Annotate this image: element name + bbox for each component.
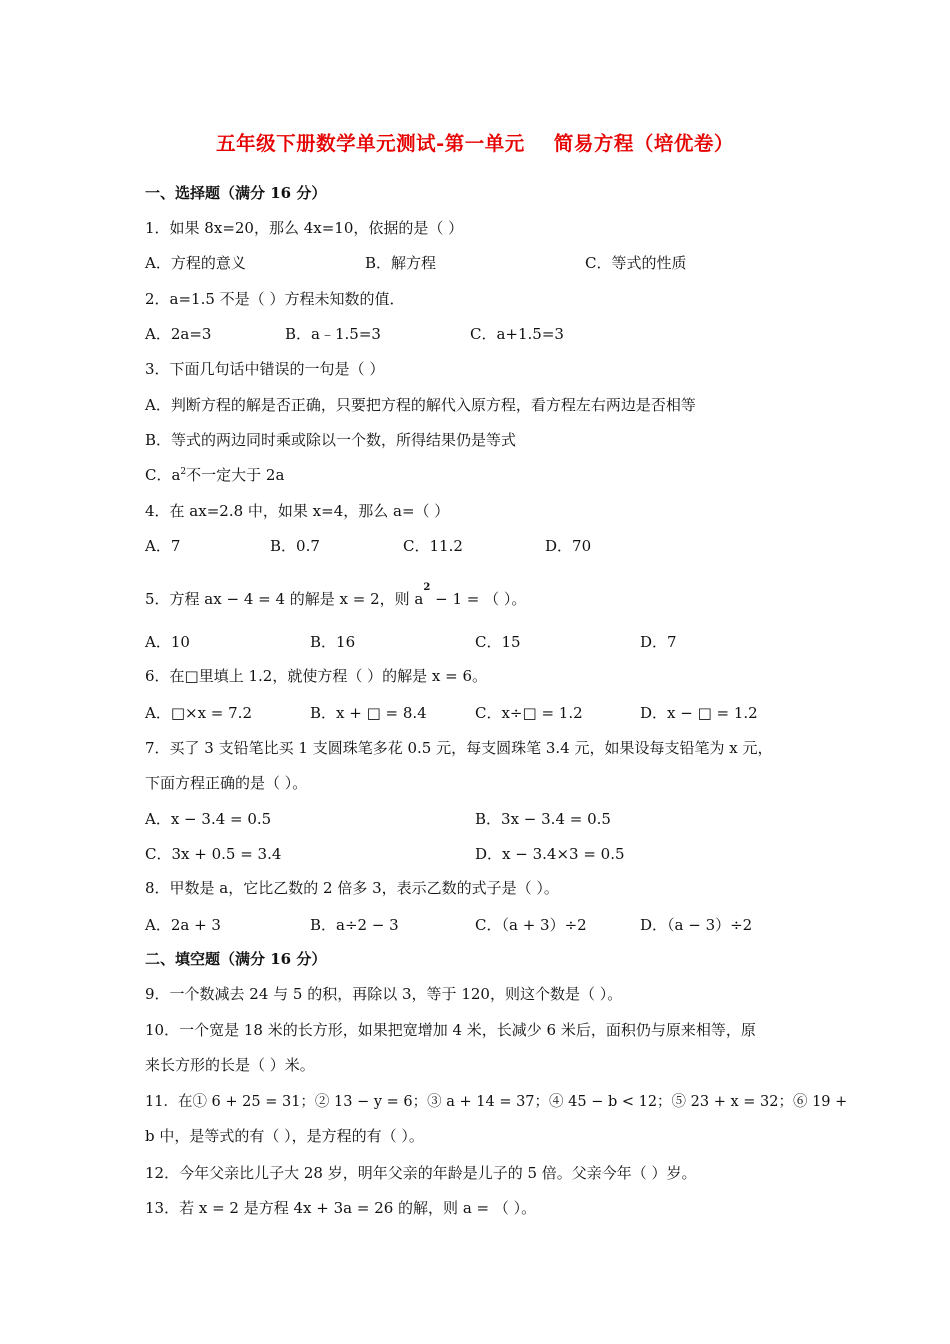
q1-option-c: C．等式的性质 [585, 254, 687, 272]
q5-option-b: B．16 [310, 633, 356, 651]
question-7-line-2: 下面方程正确的是（ ）。 [145, 774, 308, 792]
question-2: 2．a=1.5 不是（ ）方程未知数的值． [145, 290, 405, 308]
q3-option-b: B．等式的两边同时乘或除以一个数，所得结果仍是等式 [145, 431, 517, 449]
q1-option-b: B．解方程 [365, 254, 437, 272]
question-11-line-1: 11．在① 6 + 25 = 31；② 13 − y = 6；③ a + 14 = 37；④ 45 − b < 12；⑤ 23 + x = 32；⑥ 19 + [145, 1094, 848, 1110]
q6-option-b: B．x + □ = 8.4 [310, 704, 427, 722]
q5-option-a: A．10 [145, 633, 190, 651]
q3-option-a: A．判断方程的解是否正确，只要把方程的解代入原方程，看方程左右两边是否相等 [145, 396, 696, 414]
q7-option-c: C．3x + 0.5 = 3.4 [145, 845, 282, 863]
q3-c-rest: 不一定大于 2a [186, 466, 285, 484]
question-11-line-2: b 中，是等式的有（ ），是方程的有（ ）。 [145, 1127, 424, 1145]
q5-option-c: C．15 [475, 633, 521, 651]
q3-c-text: C．a [145, 466, 181, 484]
section-heading-choice: 一、选择题（满分 16 分） [145, 184, 327, 202]
q8-option-d: D．（a − 3）÷2 [640, 916, 753, 934]
page-title: 五年级下册数学单元测试-第一单元 简易方程（培优卷） [216, 132, 734, 155]
q8-option-b: B．a÷2 − 3 [310, 916, 399, 934]
question-5 [145, 582, 526, 609]
q2-option-c: C．a+1.5=3 [470, 325, 564, 343]
question-13: 13．若 x = 2 是方程 4x + 3a = 26 的解，则 a = （ ）。 [145, 1199, 537, 1217]
question-8: 8．甲数是 a，它比乙数的 2 倍多 3，表示乙数的式子是（ ）。 [145, 879, 559, 897]
q7-option-d: D．x − 3.4×3 = 0.5 [475, 845, 625, 863]
q5-exponent: 2 [423, 582, 431, 593]
q2-option-b: B．a﹣1.5=3 [285, 325, 381, 343]
question-9: 9．一个数减去 24 与 5 的积，再除以 3，等于 120，则这个数是（ ）。 [145, 985, 623, 1003]
q7-option-b: B．3x − 3.4 = 0.5 [475, 810, 611, 828]
q4-option-a: A．7 [145, 537, 181, 555]
q8-option-c: C．（a + 3）÷2 [475, 916, 587, 934]
question-6: 6．在□里填上 1.2，就使方程（ ）的解是 x = 6。 [145, 667, 487, 685]
q6-option-a: A．□×x = 7.2 [145, 704, 252, 722]
question-1: 1．如果 8x=20，那么 4x=10，依据的是（ ） [145, 219, 464, 237]
q5-option-d: D．7 [640, 633, 677, 651]
question-10-line-2: 来长方形的长是（ ）米。 [145, 1056, 315, 1074]
q4-option-c: C．11.2 [403, 537, 463, 555]
q8-option-a: A．2a + 3 [145, 916, 221, 934]
question-7-line-1: 7．买了 3 支铅笔比买 1 支圆珠笔多花 0.5 元，每支圆珠笔 3.4 元，如果设每支铅笔为 x 元， [145, 739, 773, 757]
q3-c-exponent: 2 [180, 467, 187, 477]
question-12: 12．今年父亲比儿子大 28 岁，明年父亲的年龄是儿子的 5 倍。父亲今年（ ）岁。 [145, 1164, 697, 1182]
q5-stem-text: 5．方程 ax − 4 = 4 的解是 x = 2，则 a [145, 590, 424, 608]
section-heading-fill: 二、填空题（满分 16 分） [145, 950, 327, 968]
q4-option-b: B．0.7 [270, 537, 320, 555]
q7-option-a: A．x − 3.4 = 0.5 [145, 810, 272, 828]
q2-option-a: A．2a=3 [145, 325, 212, 343]
q5-stem-rest: − 1 = （ ）。 [430, 590, 527, 608]
q4-option-d: D．70 [545, 537, 592, 555]
question-10-line-1: 10．一个宽是 18 米的长方形，如果把宽增加 4 米，长减少 6 米后，面积仍与原来相等，原 [145, 1021, 756, 1039]
q1-option-a: A．方程的意义 [145, 254, 246, 272]
q3-option-c [145, 464, 284, 485]
q6-option-d: D．x − □ = 1.2 [640, 704, 758, 722]
question-3: 3．下面几句话中错误的一句是（ ） [145, 360, 385, 378]
q6-option-c: C．x÷□ = 1.2 [475, 704, 583, 722]
question-4: 4．在 ax=2.8 中，如果 x=4，那么 a=（ ） [145, 502, 450, 520]
